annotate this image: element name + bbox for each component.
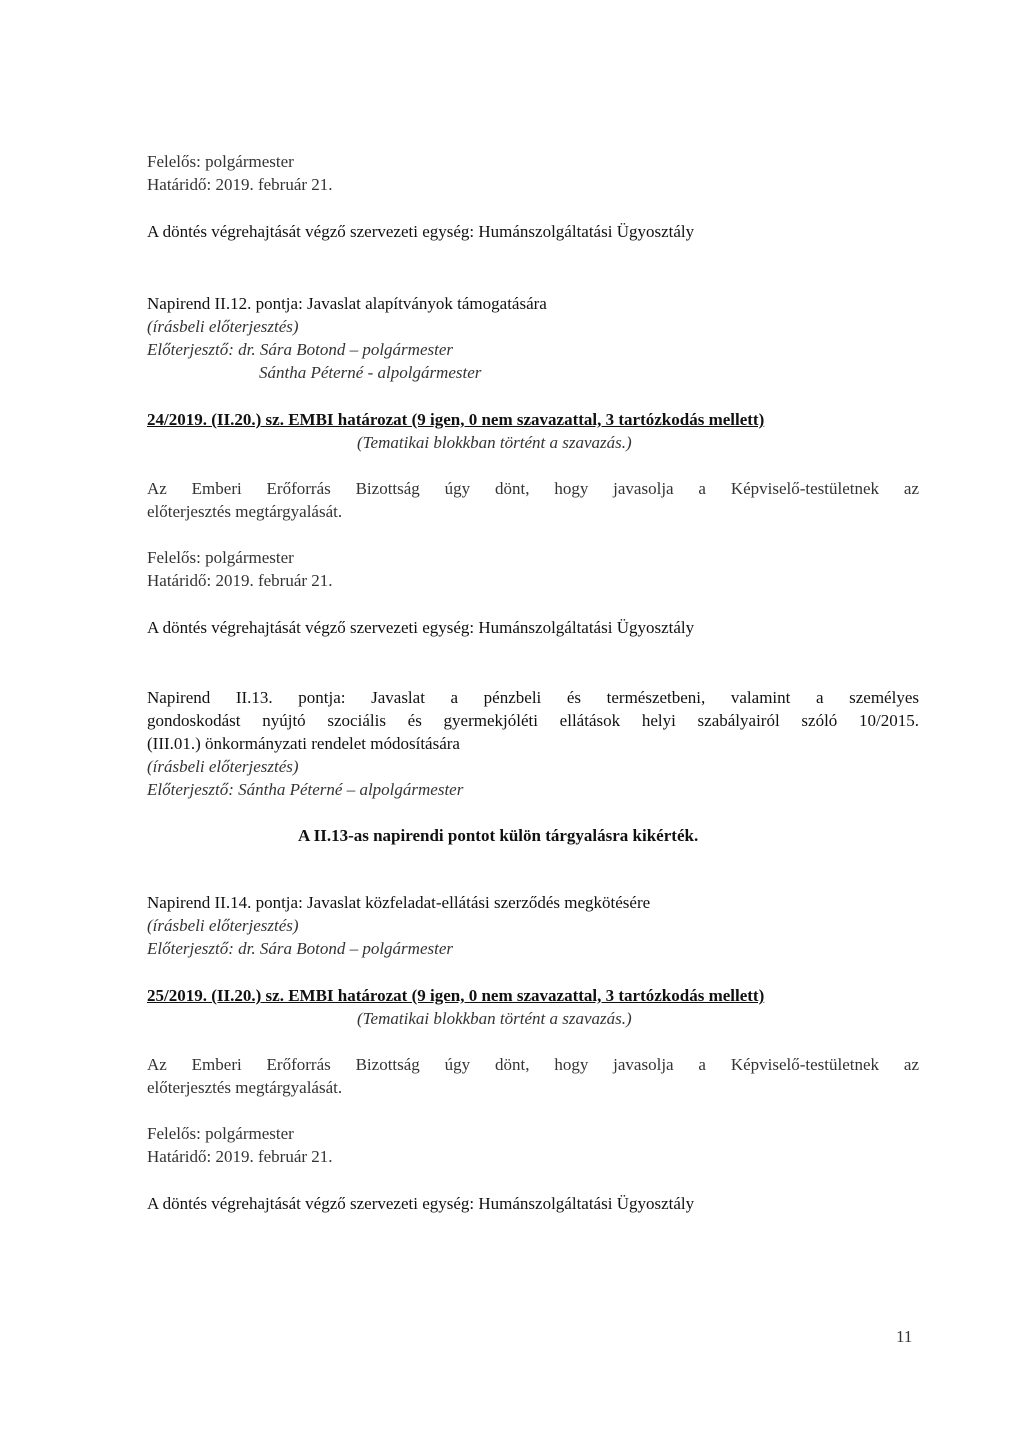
- agenda-item-13-presenter: Előterjesztő: Sántha Péterné – alpolgármester: [147, 780, 464, 799]
- responsible-line: Felelős: polgármester: [147, 548, 294, 567]
- agenda-item-12-type: (írásbeli előterjesztés): [147, 317, 299, 336]
- agenda-item-13-type: (írásbeli előterjesztés): [147, 757, 299, 776]
- page-number: 11: [896, 1327, 913, 1346]
- resolution-24-note: (Tematikai blokkban történt a szavazás.): [357, 433, 632, 452]
- agenda-item-14-title: Napirend II.14. pontja: Javaslat közfeladat-ellátási szerződés megkötésére: [147, 893, 651, 912]
- decision-24-line2: előterjesztés megtárgyalását.: [147, 502, 343, 521]
- agenda-item-13-title-line1: Napirend II.13. pontja: Javaslat a pénzbeli és természetbeni, valamint a személyes: [147, 688, 919, 707]
- agenda-item-14-presenter: Előterjesztő: dr. Sára Botond – polgármester: [147, 939, 453, 958]
- deadline-line: Határidő: 2019. február 21.: [147, 175, 333, 194]
- resolution-25: 25/2019. (II.20.) sz. EMBI határozat (9 igen, 0 nem szavazattal, 3 tartózkodás mellett): [147, 986, 765, 1005]
- decision-25-line2: előterjesztés megtárgyalását.: [147, 1078, 343, 1097]
- agenda-item-14-type: (írásbeli előterjesztés): [147, 916, 299, 935]
- agenda-item-13-title-line2: gondoskodást nyújtó szociális és gyermekjóléti ellátások helyi szabályairól szóló 10/2015.: [147, 711, 919, 730]
- agenda-item-12-title: Napirend II.12. pontja: Javaslat alapítványok támogatására: [147, 294, 547, 313]
- deadline-line: Határidő: 2019. február 21.: [147, 1147, 333, 1166]
- executing-unit-line: A döntés végrehajtását végző szervezeti egység: Humánszolgáltatási Ügyosztály: [147, 1194, 695, 1213]
- agenda-item-13-notice: A II.13-as napirendi pontot külön tárgyalásra kikérték.: [298, 826, 699, 845]
- executing-unit-line: A döntés végrehajtását végző szervezeti egység: Humánszolgáltatási Ügyosztály: [147, 618, 695, 637]
- deadline-line: Határidő: 2019. február 21.: [147, 571, 333, 590]
- agenda-item-12-presenter: Előterjesztő: dr. Sára Botond – polgármester: [147, 340, 453, 359]
- executing-unit-line: A döntés végrehajtását végző szervezeti egység: Humánszolgáltatási Ügyosztály: [147, 222, 695, 241]
- decision-25-line1: Az Emberi Erőforrás Bizottság úgy dönt, hogy javasolja a Képviselő-testületnek az: [147, 1055, 919, 1074]
- resolution-25-note: (Tematikai blokkban történt a szavazás.): [357, 1009, 632, 1028]
- resolution-24: 24/2019. (II.20.) sz. EMBI határozat (9 igen, 0 nem szavazattal, 3 tartózkodás mellett): [147, 410, 765, 429]
- agenda-item-12-copresenter: Sántha Péterné - alpolgármester: [259, 363, 482, 382]
- responsible-line: Felelős: polgármester: [147, 1124, 294, 1143]
- responsible-line: Felelős: polgármester: [147, 152, 294, 171]
- decision-24-line1: Az Emberi Erőforrás Bizottság úgy dönt, hogy javasolja a Képviselő-testületnek az: [147, 479, 919, 498]
- agenda-item-13-title-line3: (III.01.) önkormányzati rendelet módosítására: [147, 734, 460, 753]
